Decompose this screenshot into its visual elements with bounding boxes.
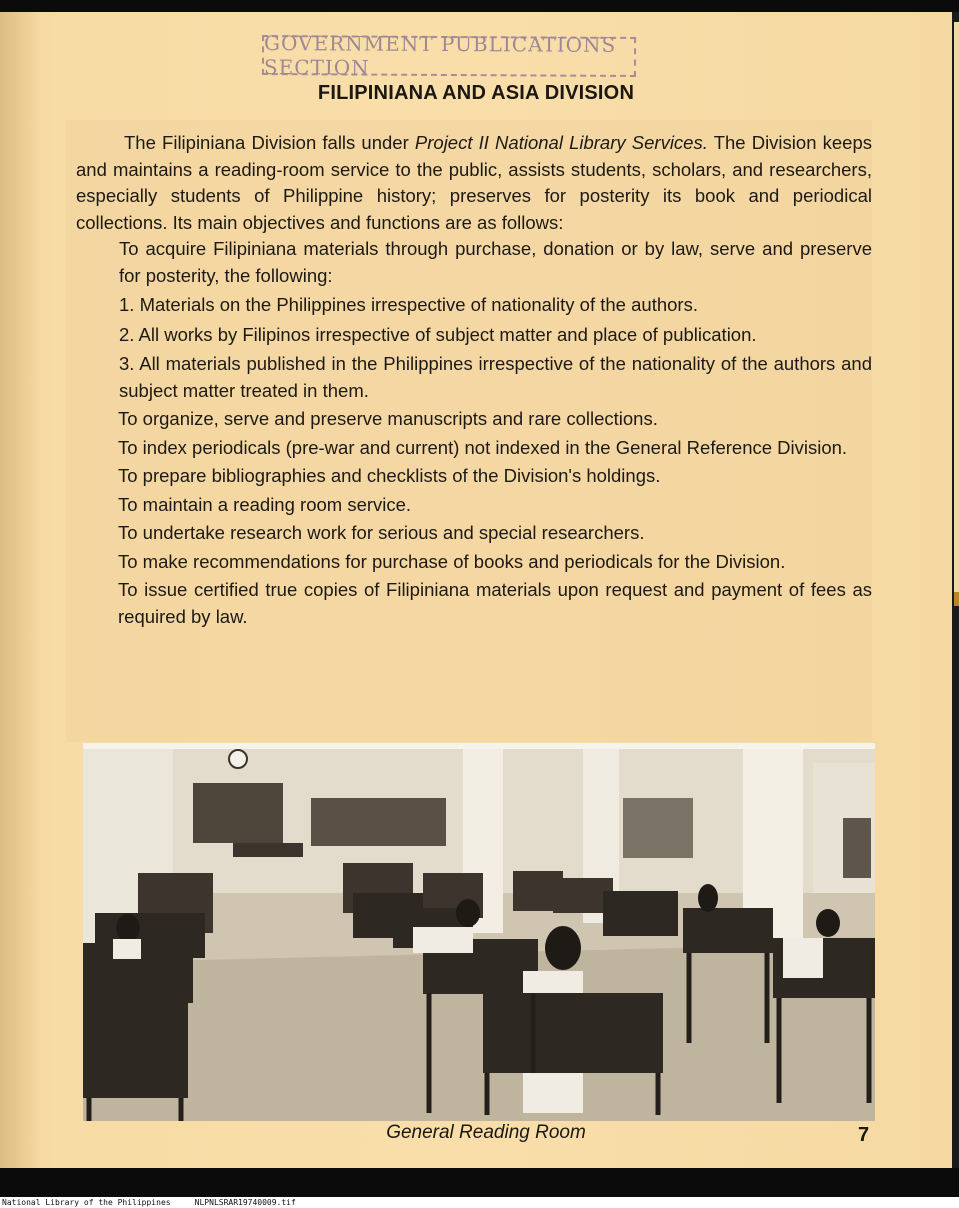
objective-item-1: 1. Materials on the Philippines irrespective of nationality of the authors. [119, 294, 698, 315]
government-publications-stamp: GOVERNMENT PUBLICATIONS SECTION [262, 35, 636, 77]
intro-paragraph [76, 130, 872, 236]
acquisition-objective: To acquire Filipiniana materials through purchase, donation or by law, serve and preserve for posterity, the following: [119, 238, 872, 286]
project-name: Project II National Library Services. [414, 132, 708, 153]
next-page-edge [954, 22, 959, 597]
spine-shadow [0, 12, 40, 1168]
reading-room-photo [83, 743, 875, 1121]
function-item: To undertake research work for serious and special researchers. [118, 522, 645, 543]
function-item: To organize, serve and preserve manuscripts and rare collections. [118, 408, 658, 429]
page-number: 7 [858, 1124, 870, 1146]
footer-source: National Library of the Philippines [2, 1198, 171, 1207]
footer-filename: NLPNLSRAR19740009.tif [194, 1198, 296, 1207]
objective-item-2: 2. All works by Filipinos irrespective of subject matter and place of publication. [119, 323, 757, 345]
division-title: FILIPINIANA AND ASIA DIVISION [317, 82, 635, 104]
intro-before: The Filipiniana Division falls under [124, 132, 415, 153]
page-tab-marker [954, 592, 959, 606]
body-text [76, 130, 872, 630]
intro-after: The Division keeps and maintains a reading-room service to the public, assists students, scholars, and researchers, especially students of Philippine history; preserves for posterity its book and periodical collections. Its main objectives and functions are as follows: [76, 132, 873, 233]
objective-item-3: 3. All materials published in the Philippines irrespective of the nationality of the authors and subject matter treated in them. [119, 353, 872, 401]
function-item: To issue certified true copies of Filipiniana materials upon request and payment of fees as required by law. [118, 579, 872, 627]
scan-footer [0, 1197, 959, 1208]
photo-caption: General Reading Room [386, 1122, 586, 1143]
function-item: To maintain a reading room service. [118, 493, 412, 515]
function-item: To index periodicals (pre-war and current) not indexed in the General Reference Division. [118, 436, 848, 458]
function-item: To make recommendations for purchase of books and periodicals for the Division. [118, 550, 786, 572]
function-item: To prepare bibliographies and checklists of the Division's holdings. [118, 465, 661, 486]
